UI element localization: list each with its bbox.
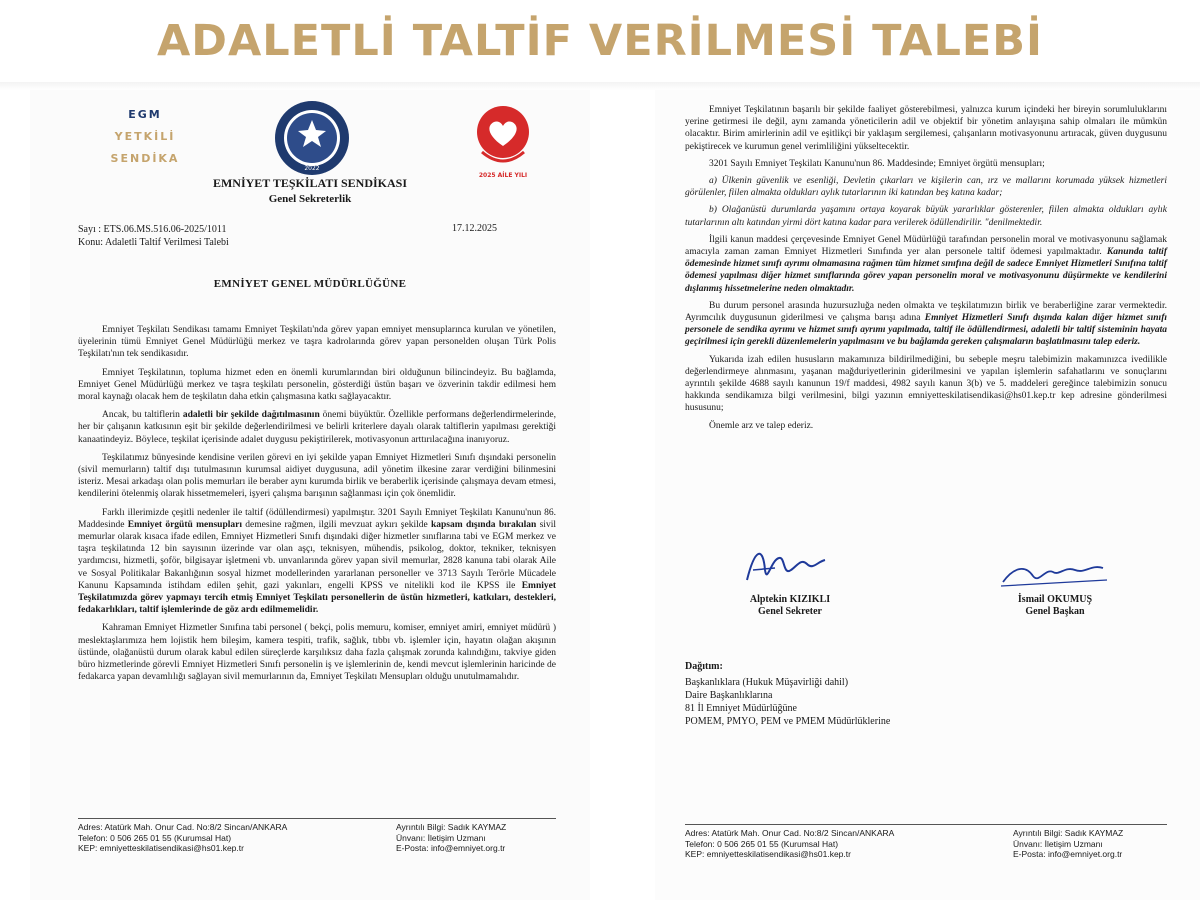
footer-contact: Adres: Atatürk Mah. Onur Cad. No:8/2 Sincan/ANKARA Telefon: 0 506 265 01 55 (Kurumsal Hat) KEP: emniyetteskilatisendikasi@hs01.kep.tr [685,828,895,859]
distribution-heading: Dağıtım: [685,661,723,672]
union-line: SENDİKA [110,152,180,165]
paragraph: a) Ülkenin güvenlik ve esenliği, Devletin çıkarları ve kişilerin can, ırz ve mallarını korumada yüksek hizmetleri görülenler, fiilen almakta oldukları aylık tutarlarının iki katından beş katına kadar; [685,176,1167,199]
document-page-1 [30,90,590,900]
paragraph: Bu durum personel arasında huzursuzluğa neden olmakta ve teşkilatımızın birlik ve beraberliğine zarar vermektedir. Ayrımcılık duygusunun giderilmesi ve çalışma barışı adına Emniyet Hizmetleri Sınıfı dışında kalan diğer hizmet sınıfı personele de sendika ayrımı ve hizmet sınıfı ayrımı yapılmada, taltif ile ödüllendirmesi, adaletli bir taltif sisteminin hayata geçirilmesi için gerekli düzenlemelerin yapılmasını ve bu bağlamda gereken çalışmaların başlatılmasını talep ederiz. [685,300,1167,348]
footer-divider [685,824,1167,825]
paragraph: Kahraman Emniyet Hizmetler Sınıfına tabi personel ( bekçi, polis memuru, komiser, emniyet amiri, emniyet müdürü ) meslektaşlarımıza hem lojistik hem bileşim, kamera tespiti, trafik, sağlık, tıbbı vb. işlemler için, hayatın olağan akışının üstünde, olağanüstü durum olarak kabul edilen süreçlerde karşılıksız daha fazla çalışmak zorunda kalındığını, takviye giden büro hizmetlerinde görevli Emniyet Hizmetleri Sınıfı personelin iş ve işlemlerinin de, kendi mevcut işlemlerinin haricinde de fedakarca yapan devamlılığı sağlayan sivil memurlarının da, Emniyet Teşkilatı Mensupları olduğu unutulmamalıdır. [78,623,556,683]
egm-line: EGM [128,108,162,121]
reference-block [78,223,229,249]
banner-title: ADALETLİ TALTİF VERİLMESİ TALEBİ [156,16,1044,66]
authorized-line: YETKİLİ [114,130,176,143]
paragraph: Emniyet Teşkilatının, topluma hizmet eden en önemli kurumlarından biri olduğunun bilincindeyiz. Bu bağlamda, Emniyet Genel Müdürlüğü merkez ve taşra teşkilatı personelin, gösterdiği üstün başarı ve özverinin takdir edilmesi hem moral kaynağı olacak hem de teşkilatın daha etkin çalışmasına katkı sağlayacaktır. [78,367,556,403]
document-page-2 [655,90,1200,900]
paragraph: Önemle arz ve talep ederiz. [709,420,814,431]
letter-body-continued [685,104,1167,437]
signer-2 [980,594,1130,618]
heart-logo [468,100,538,176]
seal-logo [268,98,356,178]
egm-badge [100,104,190,170]
family-year-text: 2025 AİLE YILI [478,172,528,179]
footer-info: Ayrıntılı Bilgi: Sadık KAYMAZ Ünvanı: İletişim Uzmanı E-Posta: info@emniyet.org.tr [1013,828,1124,859]
paragraph: Emniyet Teşkilatı Sendikası tamamı Emniyet Teşkilatı'nda görev yapan emniyet mensuplarınca kurulan ve yönetilen, üyelerinin tümü Emniyet Genel Müdürlüğü merkez ve taşra kadrolarında görev yapan personelden oluşan Türk Polis Teşkilatı'nın tek sendikasıdır. [78,325,556,360]
signer-1 [715,594,865,618]
footer-divider [78,818,556,819]
paragraph: Farklı illerimizde çeşitli nedenler ile taltif (ödüllendirmesi) yapılmıştır. 3201 Sayılı Emniyet Teşkilatı Kanunu'nun 86. Maddesinde Emniyet örgütü mensupları demesine rağmen, ilgili mevzuat aykırı şekilde kapsam dışında bırakılan sivil memurlar olarak kısaca ifade edilen, Emniyet Hizmetleri Sınıfı dışındaki diğer hizmetler sınıflarına tabi ve EGM merkez ve taşra teşkilatında 12 bin sayısının üzerinde var olan aşçı, teknisyen, mühendis, psikolog, doktor, tekniker, teknisyen yardımcısı, hizmetli, şoför, bilgisayar işletmeni vb. unvanlarında görev yapan sivil memurlar, 2828 kanuna tabi olarak Aile ve Sosyal Politikalar Bakanlığının sosyal hizmet modellerinden yararlanan personeller ve 3713 Sayılı Terörle Mücadele Kanunu Kapsamında istihdam edilen şehit, gazi yakınları, engelli KPSS ve nitelikli kod ile KPSS ile Emniyet Teşkilatımızda görev yapmayı tercih etmiş Emniyet Teşkilatı personellerin de üstün hizmetleri, katkıları, destekleri, fedakarlıkları, taltif işlemlerinde de göz ardı edilmemelidir. [78,507,556,616]
signer-1-name: Alptekin KIZIKLI [749,594,831,605]
title-banner [0,0,1200,82]
banner-divider [0,82,1200,90]
addressee: EMNİYET GENEL MÜDÜRLÜĞÜNE [213,278,407,290]
letter-date: 17.12.2025 [452,223,497,234]
paragraph: 3201 Sayılı Emniyet Teşkilatı Kanunu'nun 86. Maddesinde; Emniyet örgütü mensupları; [709,158,1045,169]
signer-1-title: Genel Sekreter [758,606,822,617]
subject: Konu: Adaletli Taltif Verilmesi Talebi [78,237,229,248]
list-item: Başkanlıklara (Hukuk Müşavirliği dahil) [685,677,849,688]
org-header [30,176,590,205]
footer-info: Ayrıntılı Bilgi: Sadık KAYMAZ Ünvanı: İletişim Uzmanı E-Posta: info@emniyet.org.tr [396,822,507,853]
signature-1 [735,540,845,592]
letter-body [78,324,556,689]
org-name: EMNİYET TEŞKİLATI SENDİKASI [212,176,408,190]
list-item: Daire Başkanlıklarına [685,690,773,701]
signer-2-title: Genel Başkan [1025,606,1085,617]
footer-contact: Adres: Atatürk Mah. Onur Cad. No:8/2 Sincan/ANKARA Telefon: 0 506 265 01 55 (Kurumsal Hat) KEP: emniyetteskilatisendikasi@hs01.kep.tr [78,822,288,853]
list-item: POMEM, PMYO, PEM ve PMEM Müdürlüklerine [685,716,891,727]
paragraph: Yukarıda izah edilen hususların makamınıza bildirilmediğini, bu sebeple meşru talebimizin makamınızca ivedilikle değerlendirmeye alınmasını, yaşanan mağduriyetlerinin giderilmesini ve yapılan işlemlerin safahatlarını ve sonuçlarını ayrıntılı şekilde 4688 sayılı kanunun 19/f maddesi, 4982 sayılı kanun 3(b) ve 5. maddeleri gereğince talebimizin sonucu hakkında sendikamıza bilgi verilmesini, bilgi yazının emniyetteskilatisendikasi@hs01.kep.tr kep adresine gönderilmesi hususunu; [685,354,1167,414]
paragraph: Ancak, bu taltiflerin adaletli bir şekilde dağıtılmasının önemi büyüktür. Özellikle performans değerlendirmelerinde, her bir çalışanın katkısının eşit bir şekilde değerlendirilmesi ve belirli kriterlere dayalı olarak taltiflerin yapılması gerektiği kanaatindeyiz. Böylece, teşkilat içerisinde adalet duygusu pekiştirilerek, motivasyonun arttırılacağına inanıyoruz. [78,410,556,445]
paragraph: b) Olağanüstü durumlarda yaşamını ortaya koyarak büyük yararlıklar gösterenler, fiilen almakta oldukları aylık tutarlarının altı katından yirmi dört katına kadar para verilerek ödüllendirilir. "denilmektedir. [685,205,1167,228]
distribution-list [685,660,890,728]
paragraph: Teşkilatımız bünyesinde kendisine verilen görevi en iyi şekilde yapan Emniyet Hizmetleri Sınıfı dışındaki personelin (sivil memurların) taltif dışı tutulmasının kurumsal aidiyet duygusuna, adil yönetim ilkesine zarar verdiğini bilinmesini isteriz. Mesai arkadaşı olan polis memurları ile beraber aynı kurumda birlik ve beraberlik içerisinde çalışmaya devam etmesi, kendilerini ötelenmiş olarak hissetmemeleri, işyeri çalışma barışının sağlanması için çok önemlidir. [78,452,556,500]
signer-2-name: İsmail OKUMUŞ [1017,594,1093,605]
signature-2 [995,554,1115,594]
seal-year: 2022 [304,165,320,172]
org-sub: Genel Sekreterlik [268,193,352,205]
ref-number: Sayı : ETS.06.MS.516.06-2025/1011 [78,224,227,235]
paragraph: Emniyet Teşkilatının başarılı bir şekilde faaliyet gösterebilmesi, yalnızca kurum içindeki her bireyin sorumluluklarını yerine getirmesi ile değil, aynı zamanda yöneticilerin adil ve objektif bir yönetim anlayışına sahip olmaları ile mümkün olacaktır. Birim amirlerinin adil ve eşitlikçi bir yaklaşım sergilemesi, çalışanların motivasyonunu artıracak, güven duygusunu pekiştirecek ve kurumun genel verimliliğini yükseltecektir. [685,105,1167,152]
list-item: 81 İl Emniyet Müdürlüğüne [685,703,797,714]
paragraph: İlgili kanun maddesi çerçevesinde Emniyet Genel Müdürlüğü tarafından personelin moral ve motivasyonunu sağlamak amacıyla zaman zaman Emniyet Hizmetleri Sınıfında yer alan personele taltif ödemesi yapılmaktadır. Kanunda taltif ödemesinde hizmet sınıfı ayrımı olmamasına rağmen tüm hizmet sınıfına değil de sadece Emniyet Hizmetleri Sınıfına taltif ödemesi yapılması diğer hizmet sınıflarında görev yapan personelin moral ve motivasyonunu düşürmekte ve kendilerini dışlanmış hissetmelerine neden olmaktadır. [685,234,1167,294]
